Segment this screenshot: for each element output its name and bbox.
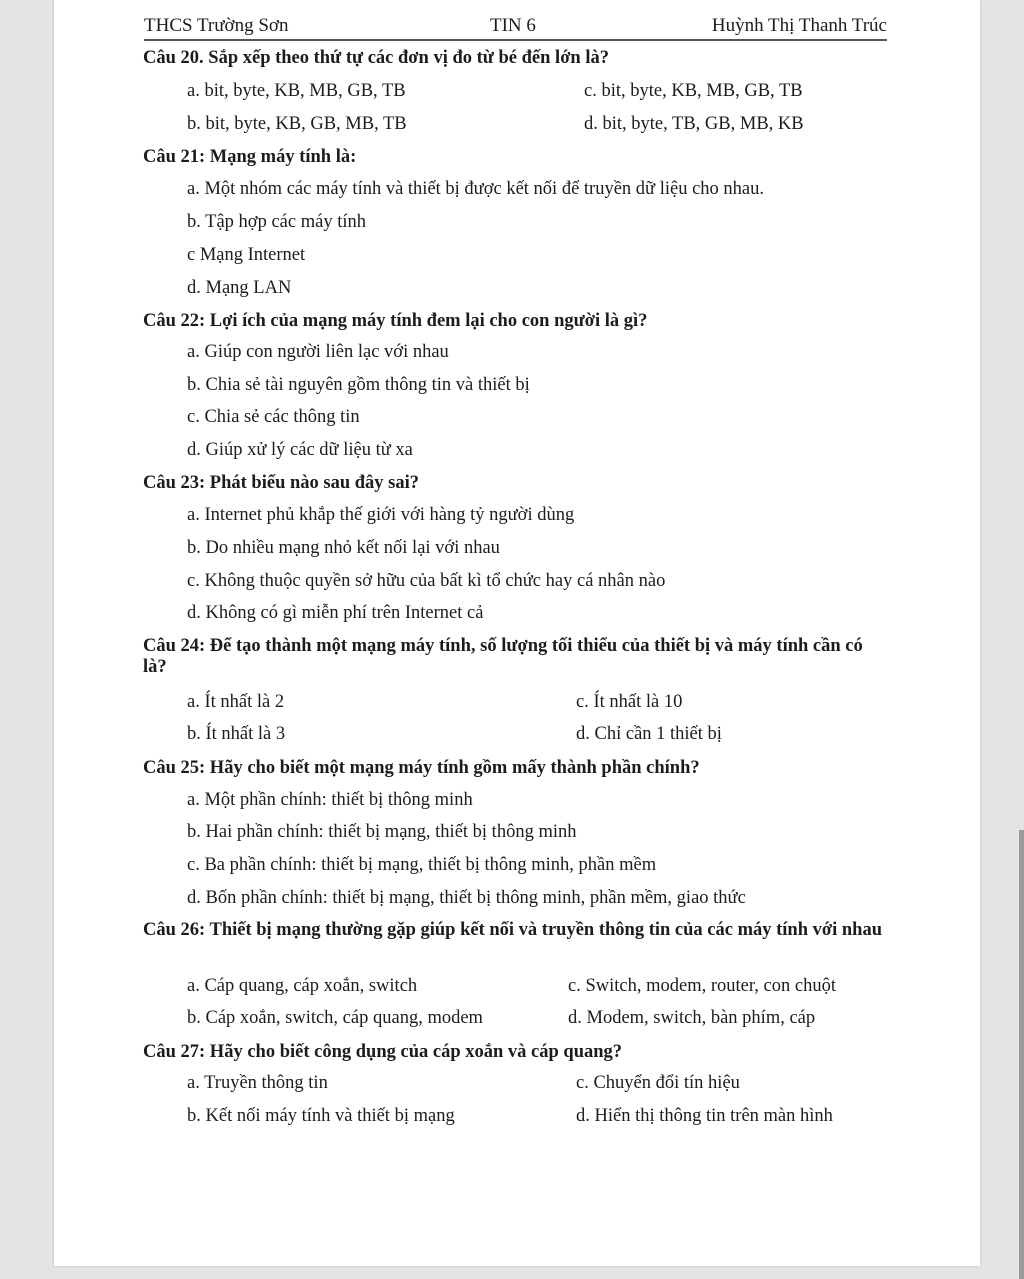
question-20-option-d: d. bit, byte, TB, GB, MB, KB [584,114,804,134]
question-21-option-b: b. Tập hợp các máy tính [187,212,366,232]
question-25-option-d: d. Bốn phần chính: thiết bị mạng, thiết bị thông minh, phần mềm, giao thức [187,888,746,908]
question-23-option-c: c. Không thuộc quyền sở hữu của bất kì tổ chức hay cá nhân nào [187,571,666,591]
question-22: Câu 22: Lợi ích của mạng máy tính đem lại cho con người là gì? [143,311,648,331]
question-27-option-a: a. Truyền thông tin [187,1073,328,1093]
question-27-option-b: b. Kết nối máy tính và thiết bị mạng [187,1106,455,1126]
question-23-option-a: a. Internet phủ khắp thế giới với hàng tỷ người dùng [187,505,575,525]
question-22-option-b: b. Chia sẻ tài nguyên gồm thông tin và thiết bị [187,375,530,395]
question-21-option-d: d. Mạng LAN [187,278,292,298]
question-26-option-c: c. Switch, modem, router, con chuột [568,976,836,996]
question-24-option-a: a. Ít nhất là 2 [187,692,285,712]
scrollbar-edge [1019,830,1024,1279]
question-21-option-c: c Mạng Internet [187,245,306,265]
question-27: Câu 27: Hãy cho biết công dụng của cáp xoắn và cáp quang? [143,1042,623,1062]
question-26-option-d: d. Modem, switch, bàn phím, cáp [568,1008,816,1028]
question-22-option-a: a. Giúp con người liên lạc với nhau [187,342,449,362]
question-23: Câu 23: Phát biểu nào sau đây sai? [143,473,420,493]
header-subject: TIN 6 [490,15,536,36]
question-20: Câu 20. Sắp xếp theo thứ tự các đơn vị đo từ bé đến lớn là? [143,48,609,68]
header-school: THCS Trường Sơn [144,15,289,36]
question-20-option-a: a. bit, byte, KB, MB, GB, TB [187,81,406,101]
question-25-option-b: b. Hai phần chính: thiết bị mạng, thiết bị thông minh [187,822,577,842]
question-24-option-d: d. Chỉ cần 1 thiết bị [576,724,722,744]
question-21: Câu 21: Mạng máy tính là: [143,147,357,167]
question-27-option-d: d. Hiển thị thông tin trên màn hình [576,1106,833,1126]
question-26: Câu 26: Thiết bị mạng thường gặp giúp kết nối và truyền thông tin của các máy tính với nhau [143,920,882,940]
question-20-option-c: c. bit, byte, KB, MB, GB, TB [584,81,803,101]
question-21-option-a: a. Một nhóm các máy tính và thiết bị được kết nối để truyền dữ liệu cho nhau. [187,179,764,199]
question-24: Câu 24: Để tạo thành một mạng máy tính, số lượng tối thiểu của thiết bị và máy tính cần có là? [143,636,863,677]
question-23-option-d: d. Không có gì miễn phí trên Internet cả [187,603,484,623]
header-teacher: Huỳnh Thị Thanh Trúc [711,15,887,36]
page-header [144,13,887,41]
question-24-option-c: c. Ít nhất là 10 [576,692,683,712]
question-20-option-b: b. bit, byte, KB, GB, MB, TB [187,114,407,134]
question-22-option-d: d. Giúp xử lý các dữ liệu từ xa [187,440,413,460]
question-22-option-c: c. Chia sẻ các thông tin [187,407,360,427]
question-25-option-a: a. Một phần chính: thiết bị thông minh [187,790,473,810]
question-23-option-b: b. Do nhiều mạng nhỏ kết nối lại với nhau [187,538,500,558]
question-24-option-b: b. Ít nhất là 3 [187,724,286,744]
question-27-option-c: c. Chuyển đổi tín hiệu [576,1073,740,1093]
question-26-option-a: a. Cáp quang, cáp xoắn, switch [187,976,418,996]
question-25: Câu 25: Hãy cho biết một mạng máy tính gồm mấy thành phần chính? [143,758,700,778]
question-26-option-b: b. Cáp xoắn, switch, cáp quang, modem [187,1008,483,1028]
question-25-option-c: c. Ba phần chính: thiết bị mạng, thiết bị thông minh, phần mềm [187,855,657,875]
